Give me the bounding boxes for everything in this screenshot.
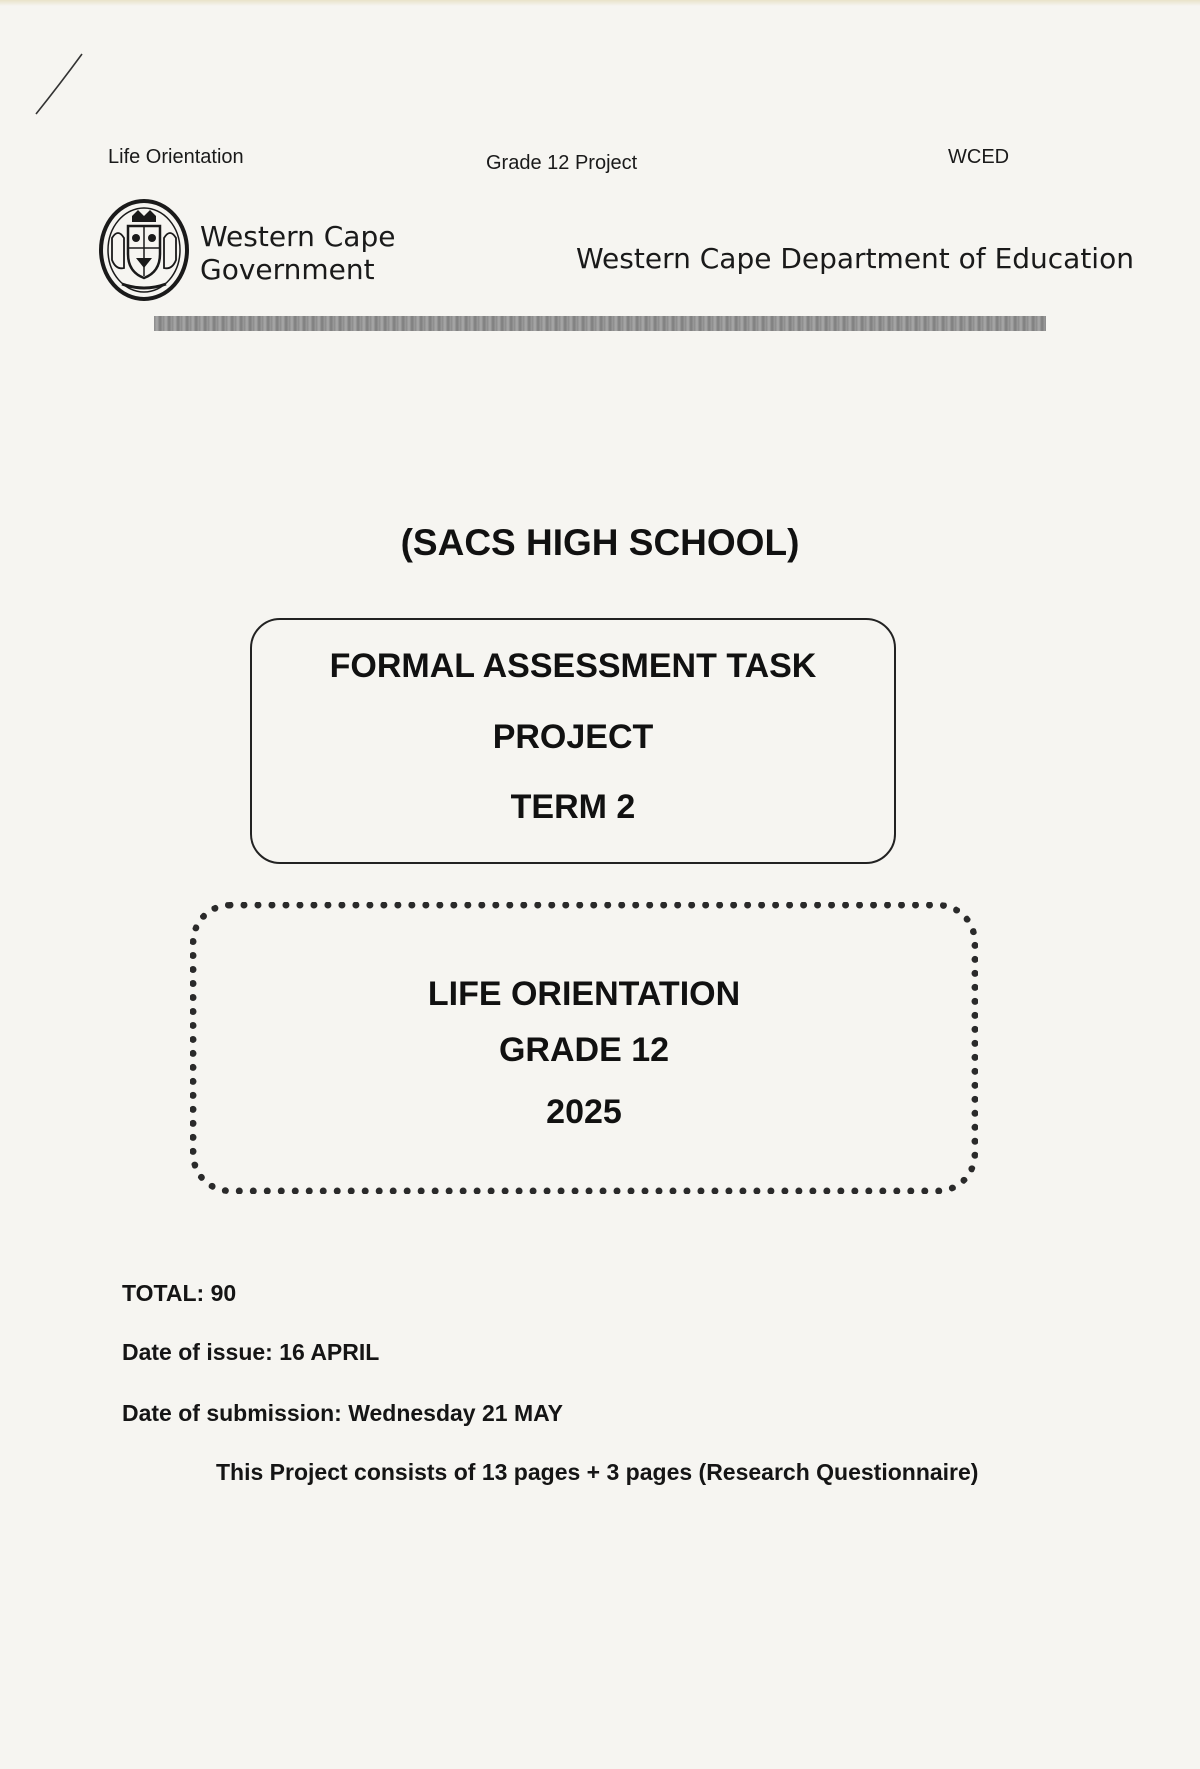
paper-top-edge — [0, 0, 1200, 6]
header-subject: Life Orientation — [108, 146, 244, 168]
assessment-type: PROJECT — [492, 718, 654, 756]
subject-year: 2025 — [546, 1093, 622, 1131]
assessment-term: TERM 2 — [510, 788, 636, 826]
subject-box — [190, 902, 978, 1194]
department-name: Western Cape Department of Education — [576, 242, 1134, 275]
date-of-issue: Date of issue: 16 APRIL — [122, 1339, 380, 1365]
government-name-line2: Government — [200, 253, 375, 286]
header-project: Grade 12 Project — [486, 152, 638, 174]
total-marks: TOTAL: 90 — [122, 1280, 237, 1306]
school-name: (SACS HIGH SCHOOL) — [400, 522, 800, 563]
date-of-submission: Date of submission: Wednesday 21 MAY — [122, 1400, 563, 1426]
pen-stroke-mark — [30, 50, 90, 120]
government-name — [200, 220, 395, 286]
header-divider — [154, 316, 1046, 331]
page-count-note: This Project consists of 13 pages + 3 pages (Research Questionnaire) — [216, 1459, 979, 1485]
header-org: WCED — [948, 146, 1010, 168]
subject-grade: GRADE 12 — [498, 1031, 670, 1069]
subject-name: LIFE ORIENTATION — [427, 975, 741, 1013]
assessment-box — [250, 618, 896, 864]
coat-of-arms-icon — [98, 198, 190, 302]
assessment-title: FORMAL ASSESSMENT TASK — [329, 647, 817, 685]
government-name-line1: Western Cape — [200, 220, 396, 253]
